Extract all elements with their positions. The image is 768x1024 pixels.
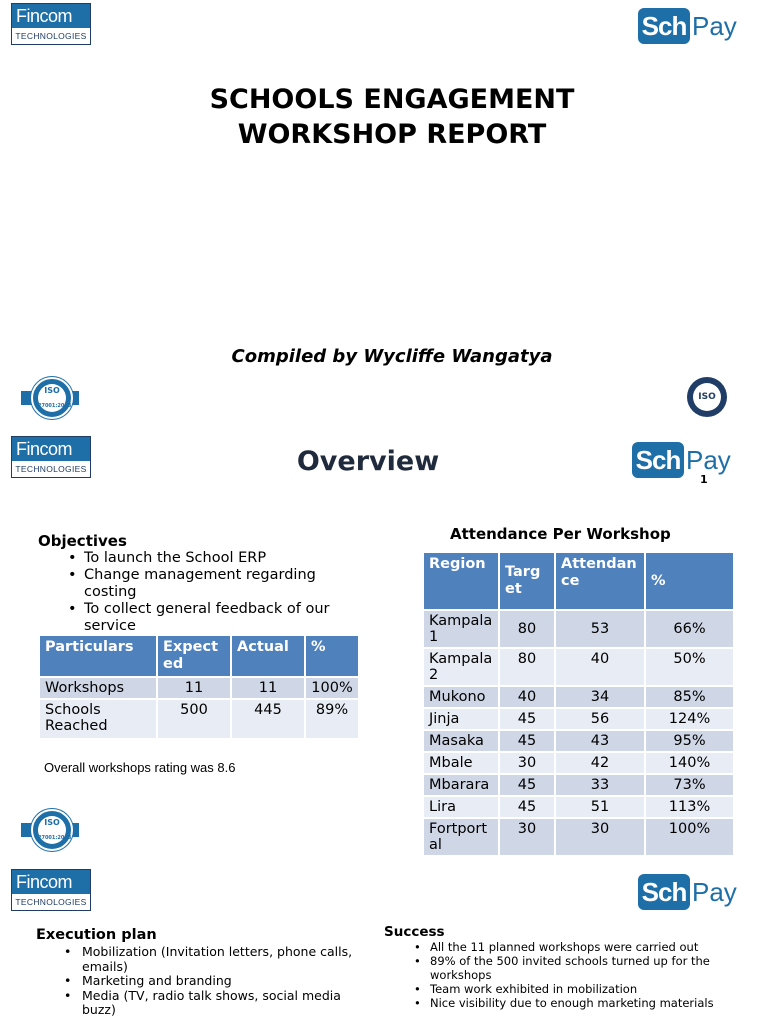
list-item: • All the 11 planned workshops were carried out (384, 940, 724, 954)
success-list (384, 940, 724, 1010)
table-row (424, 709, 733, 729)
table-cell: 89% (306, 700, 358, 738)
table-header: % (306, 636, 358, 676)
table-cell: 34 (556, 687, 644, 707)
schpay-logo (632, 442, 736, 478)
particulars-table (38, 634, 360, 740)
list-item: • To launch the School ERP (38, 550, 338, 567)
table-cell: Masaka (424, 731, 498, 751)
table-cell: 51 (556, 797, 644, 817)
table-cell: 80 (500, 611, 554, 647)
iso-badge-icon: ISO 27001:2013 (21, 377, 79, 421)
table-row (40, 700, 358, 738)
slide-title (0, 0, 768, 428)
execution-list (36, 945, 366, 1018)
schpay-logo (638, 874, 742, 910)
report-title (0, 82, 768, 152)
table-cell: 30 (500, 753, 554, 773)
table-cell: 45 (500, 709, 554, 729)
table-cell: Fortportal (424, 819, 498, 855)
table-cell: 30 (500, 819, 554, 855)
table-cell: 40 (556, 649, 644, 685)
table-cell: 95% (646, 731, 733, 751)
schpay-logo-pay: Pay (692, 877, 737, 907)
table-cell: Mbarara (424, 775, 498, 795)
table-header: Actual (232, 636, 304, 676)
table-header: Region (424, 553, 498, 609)
overview-title: Overview (296, 446, 440, 477)
table-cell: 40 (500, 687, 554, 707)
table-row (424, 731, 733, 751)
table-cell: 140% (646, 753, 733, 773)
table-cell: Kampala 2 (424, 649, 498, 685)
schpay-logo-sch: Sch (638, 874, 690, 910)
fincom-logo-subtext: TECHNOLOGIES (15, 31, 87, 41)
table-cell: 500 (158, 700, 230, 738)
schpay-logo (638, 8, 742, 44)
list-item: • To collect general feedback of our service (38, 601, 338, 635)
table-cell: 11 (232, 678, 304, 698)
fincom-logo-text: Fincom (12, 870, 90, 894)
objectives-heading: Objectives (38, 532, 127, 550)
table-cell: 124% (646, 709, 733, 729)
fincom-logo-text: Fincom (12, 4, 90, 28)
rating-text: Overall workshops rating was 8.6 (44, 760, 236, 775)
table-header: Expect ed (158, 636, 230, 676)
fincom-logo (11, 3, 91, 45)
slide-number: 1 (700, 473, 708, 486)
table-cell: 80 (500, 649, 554, 685)
schpay-logo-sch: Sch (632, 442, 684, 478)
table-cell: 53 (556, 611, 644, 647)
table-cell: 45 (500, 775, 554, 795)
table-cell: 100% (306, 678, 358, 698)
list-item: • Change management regarding costing (38, 567, 338, 601)
list-item: • Marketing and branding (36, 974, 366, 989)
table-header: Attendan ce (556, 553, 644, 609)
table-cell: Kampala 1 (424, 611, 498, 647)
table-cell: 113% (646, 797, 733, 817)
list-item: • Team work exhibited in mobilization (384, 982, 724, 996)
objectives-list (38, 550, 338, 635)
table-row (40, 678, 358, 698)
fincom-logo-text: Fincom (12, 437, 90, 461)
table-cell: 100% (646, 819, 733, 855)
table-cell: 42 (556, 753, 644, 773)
success-heading: Success (384, 924, 445, 940)
table-cell: Mbale (424, 753, 498, 773)
list-item: • 89% of the 500 invited schools turned up for the workshops (384, 954, 724, 982)
list-item: • Mobilization (Invitation letters, phone calls, emails) (36, 945, 366, 974)
table-cell: 30 (556, 819, 644, 855)
table-cell: 45 (500, 731, 554, 751)
table-row (424, 687, 733, 707)
compiled-by: Compiled by Wycliffe Wangatya (231, 346, 553, 367)
table-row (424, 649, 733, 685)
attendance-table (422, 551, 735, 857)
report-title-line2: WORKSHOP REPORT (237, 119, 547, 150)
fincom-logo-subtext: TECHNOLOGIES (15, 897, 87, 907)
table-header: % (646, 553, 733, 609)
iso-seal-icon: ISO (687, 377, 727, 417)
table-cell: 33 (556, 775, 644, 795)
table-row (424, 775, 733, 795)
fincom-logo-subtext: TECHNOLOGIES (15, 464, 87, 474)
attendance-heading: Attendance Per Workshop (450, 525, 671, 543)
schpay-logo-pay: Pay (686, 445, 731, 475)
table-cell: 85% (646, 687, 733, 707)
table-row (424, 797, 733, 817)
schpay-logo-pay: Pay (692, 11, 737, 41)
table-cell: 56 (556, 709, 644, 729)
schpay-logo-sch: Sch (638, 8, 690, 44)
iso-badge-icon: ISO 27001:2013 (21, 809, 79, 853)
table-cell: 445 (232, 700, 304, 738)
table-cell: Lira (424, 797, 498, 817)
fincom-logo (11, 869, 91, 911)
table-cell: Mukono (424, 687, 498, 707)
execution-heading: Execution plan (36, 927, 157, 943)
list-item: • Media (TV, radio talk shows, social media buzz) (36, 989, 366, 1018)
table-cell: 43 (556, 731, 644, 751)
table-cell: Schools Reached (40, 700, 156, 738)
table-cell: 66% (646, 611, 733, 647)
table-row (424, 753, 733, 773)
table-header: Targ et (500, 553, 554, 609)
table-cell: Workshops (40, 678, 156, 698)
table-cell: 11 (158, 678, 230, 698)
table-header: Particulars (40, 636, 156, 676)
fincom-logo (11, 436, 91, 478)
table-cell: 73% (646, 775, 733, 795)
table-cell: Jinja (424, 709, 498, 729)
table-cell: 50% (646, 649, 733, 685)
report-title-line1: SCHOOLS ENGAGEMENT (209, 84, 575, 115)
table-cell: 45 (500, 797, 554, 817)
list-item: • Nice visibility due to enough marketing materials (384, 996, 724, 1010)
table-row (424, 819, 733, 855)
table-row (424, 611, 733, 647)
